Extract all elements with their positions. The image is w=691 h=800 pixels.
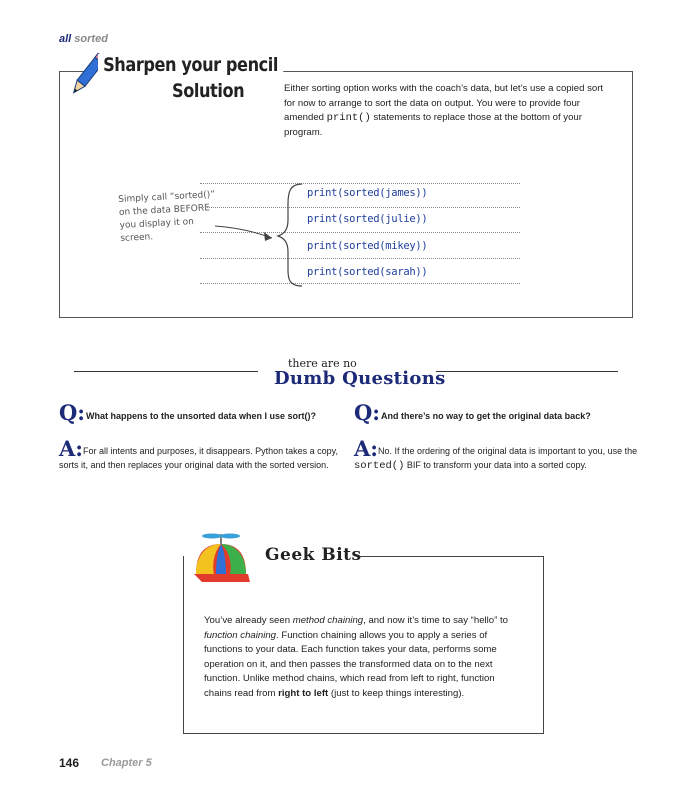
geek-bits-top-rule [357, 556, 544, 557]
geek-text-method-chaining: method chaining [292, 615, 364, 626]
sharpen-solution-label: Solution [172, 80, 245, 102]
code-line-james: print(sorted(james)) [307, 187, 428, 199]
header-part1: all [59, 33, 72, 45]
dq-title: Dumb Questions [274, 368, 446, 389]
question-right: And there’s no way to get the original data back? [381, 411, 591, 421]
code-line-mikey: print(sorted(mikey)) [307, 240, 428, 252]
sharpen-intro [284, 82, 604, 140]
dq-rule-right [436, 371, 618, 372]
code-line-sarah: print(sorted(sarah)) [307, 266, 428, 278]
geek-bits-title: Geek Bits [265, 545, 362, 565]
code-line-julie: print(sorted(julie)) [307, 213, 428, 225]
answer-right-text-2: BIF to transform your data into a sorted copy. [404, 460, 587, 470]
answer-right-code: sorted() [354, 460, 405, 472]
geek-text-4: (just to keep things interesting). [328, 687, 465, 699]
intro-code: print() [326, 112, 371, 124]
question-left: What happens to the unsorted data when I use sort()? [86, 411, 317, 421]
chapter-label: Chapter 5 [101, 757, 152, 769]
geek-bits-text [204, 614, 524, 702]
handwritten-note: Simply call “sorted()” on the data BEFORE you display it on screen. [118, 189, 216, 244]
geek-text-2: , and now it’s time to say “hello” to [363, 615, 508, 626]
answer-left: For all intents and purposes, it disappears. Python takes a copy, sorts it, and then replaces your original data with the sorted version. [59, 446, 338, 470]
q-letter: Q: [59, 400, 86, 425]
geek-text-right-to-left: right to left [278, 687, 329, 699]
intro-text-1: Either sorting option works with the coach’s data, but let’s use a copied sort for now to arrange to sort the data on output. You were to provide four amended [284, 83, 604, 123]
geek-text-1: You’ve already seen [204, 615, 293, 626]
geek-text-function-chaining: function chaining [204, 629, 277, 641]
a-letter: A: [59, 436, 84, 461]
propeller-cap-icon [190, 530, 252, 592]
sharpen-title: Sharpen your pencil [98, 54, 283, 76]
brace-arrow-graphic [210, 180, 310, 290]
header-part2: sorted [74, 33, 108, 45]
q-letter: Q: [354, 400, 381, 425]
dq-rule-left [74, 371, 258, 372]
intro-text-2: statements to replace those at the bottom of your program. [284, 112, 582, 138]
a-letter: A: [354, 436, 379, 461]
running-header [59, 33, 108, 45]
dq-small-label: there are no [288, 357, 357, 370]
geek-text-3: . Function chaining allows you to apply a series of functions to your data. Each function takes your data, performs some operation on it, and then passes the transformed data on to the next function. Unlike method chains, which read from left to right, function chains read from [204, 629, 497, 699]
answer-right-text-1: No. If the ordering of the original data is important to you, use the [378, 446, 638, 456]
page-number: 146 [59, 756, 80, 770]
answer-right [354, 444, 644, 473]
